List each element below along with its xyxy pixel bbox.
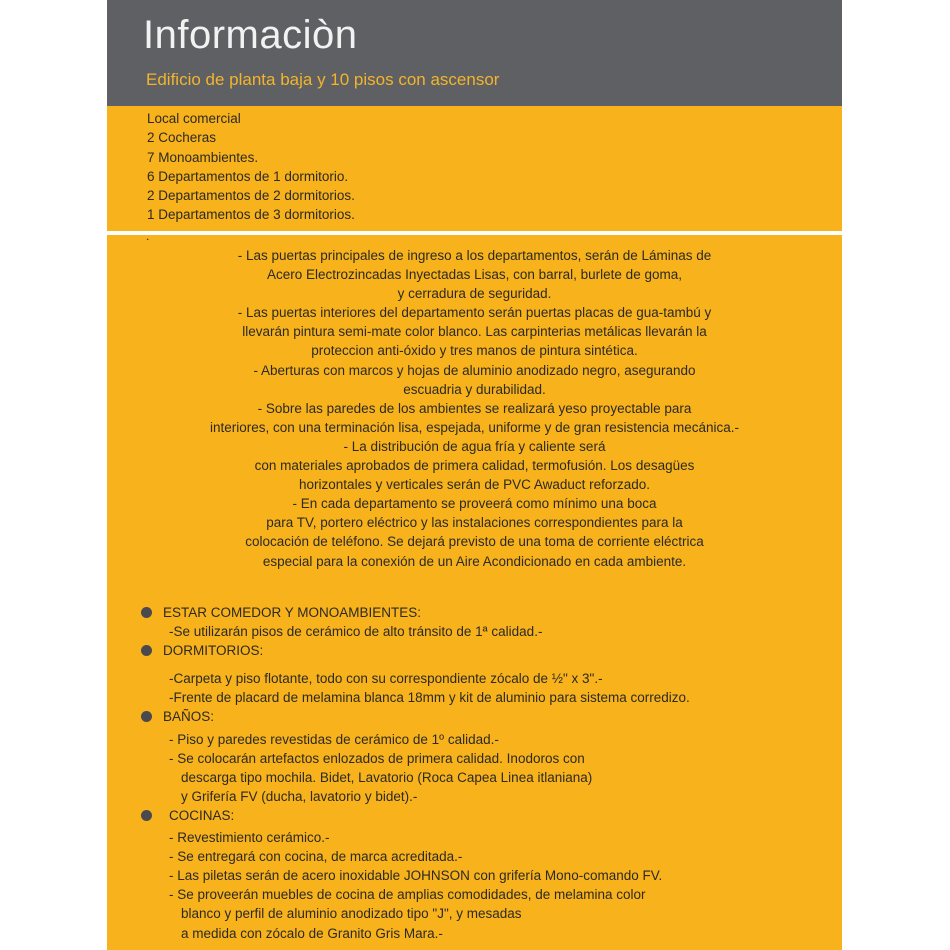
units-item: 2 Departamentos de 2 dormitorios. (147, 188, 355, 204)
section-line: - Se proveerán muebles de cocina de amplias comodidades, de melamina color (169, 887, 646, 903)
bullet-icon (141, 607, 152, 618)
spec-line: escuadria y durabilidad. (403, 381, 546, 397)
page-title: Informaciòn (143, 13, 358, 57)
section-heading-banos (107, 707, 842, 726)
spec-line: especial para la conexión de un Aire Acondicionado en cada ambiente. (262, 553, 687, 569)
spec-line: - En cada departamento se proveerá como mínimo una boca (292, 496, 657, 512)
spec-line: y cerradura de seguridad. (397, 286, 552, 302)
spec-line: Acero Electrozincadas Inyectadas Lisas, con barral, burlete de goma, (267, 267, 682, 283)
section-line: -Frente de placard de melamina blanca 18mm y kit de aluminio para sistema corredizo. (169, 690, 690, 706)
section-line: - Piso y paredes revestidas de cerámico de 1º calidad.- (169, 731, 499, 747)
section-heading-dormitorios (107, 641, 842, 660)
section-line: -Carpeta y piso flotante, todo con su correspondiente zócalo de ½" x 3".- (169, 671, 603, 687)
divider-mark: . (146, 229, 150, 243)
bullet-icon (141, 810, 152, 821)
section-title: COCINAS: (169, 807, 235, 823)
spec-line: llevarán pintura semi-mate color blanco. Las carpinterias metálicas llevarán la (242, 324, 707, 340)
spec-line: - La distribución de agua fría y caliente será (343, 438, 606, 454)
page-subtitle: Edificio de planta baja y 10 pisos con ascensor (146, 70, 500, 89)
section-line: - Las piletas serán de acero inoxidable JOHNSON con grifería Mono-comando FV. (169, 868, 663, 884)
section-line: a medida con zócalo de Granito Gris Mara.- (181, 925, 443, 941)
section-title: BAÑOS: (163, 709, 215, 725)
spec-line: con materiales aprobados de primera calidad, termofusión. Los desagües (254, 458, 695, 474)
spec-line: - Sobre las paredes de los ambientes se realizará yeso proyectable para (257, 400, 692, 416)
room-sections (107, 603, 842, 943)
section-title: DORMITORIOS: (163, 643, 264, 659)
units-item: 2 Cocheras (147, 130, 217, 146)
section-line: - Se entregará con cocina, de marca acreditada.- (169, 849, 463, 865)
spec-line: colocación de teléfono. Se dejará previsto de una toma de corriente eléctrica (245, 534, 704, 550)
specs-paragraph (107, 246, 842, 571)
spec-line: horizontales y verticales serán de PVC Awaduct reforzado. (299, 477, 650, 493)
spec-line: - Aberturas con marcos y hojas de aluminio anodizado negro, asegurando (253, 362, 696, 378)
units-item: Local comercial (147, 111, 241, 126)
section-line: - Revestimiento cerámico.- (169, 830, 330, 846)
section-line: -Se utilizarán pisos de cerámico de alto tránsito de 1ª calidad.- (169, 624, 543, 640)
section-line: y Grifería FV (ducha, lavatorio y bidet).- (181, 788, 418, 804)
section-line: descarga tipo mochila. Bidet, Lavatorio (Roca Capea Linea itlaniana) (181, 769, 593, 785)
spec-line: interiores, con una terminación lisa, espejada, uniforme y de gran resistencia mecánica.- (209, 419, 740, 435)
info-sheet (107, 0, 842, 950)
spec-line: para TV, portero eléctrico y las instalaciones correspondientes para la (266, 515, 683, 531)
section-title: ESTAR COMEDOR Y MONOAMBIENTES: (163, 605, 422, 620)
spec-line: proteccion anti-óxido y tres manos de pintura sintética. (311, 343, 638, 359)
header-bar (107, 0, 842, 106)
units-list (147, 109, 355, 225)
section-heading-estar (107, 603, 842, 622)
spec-line: - Las puertas principales de ingreso a los departamentos, serán de Láminas de (237, 248, 712, 263)
bullet-icon (141, 645, 152, 656)
section-line: - Se colocarán artefactos enlozados de primera calidad. Inodoros con (169, 750, 585, 766)
units-item: 6 Departamentos de 1 dormitorio. (147, 168, 349, 184)
section-divider (107, 231, 842, 235)
units-item: 7 Monoambientes. (147, 149, 259, 165)
section-line: blanco y perfil de aluminio anodizado tipo "J", y mesadas (181, 906, 522, 922)
units-item: 1 Departamentos de 3 dormitorios. (147, 207, 355, 223)
spec-line: - Las puertas interiores del departamento serán puertas placas de gua-tambú y (237, 305, 712, 321)
bullet-icon (141, 711, 152, 722)
section-heading-cocinas (107, 806, 842, 825)
